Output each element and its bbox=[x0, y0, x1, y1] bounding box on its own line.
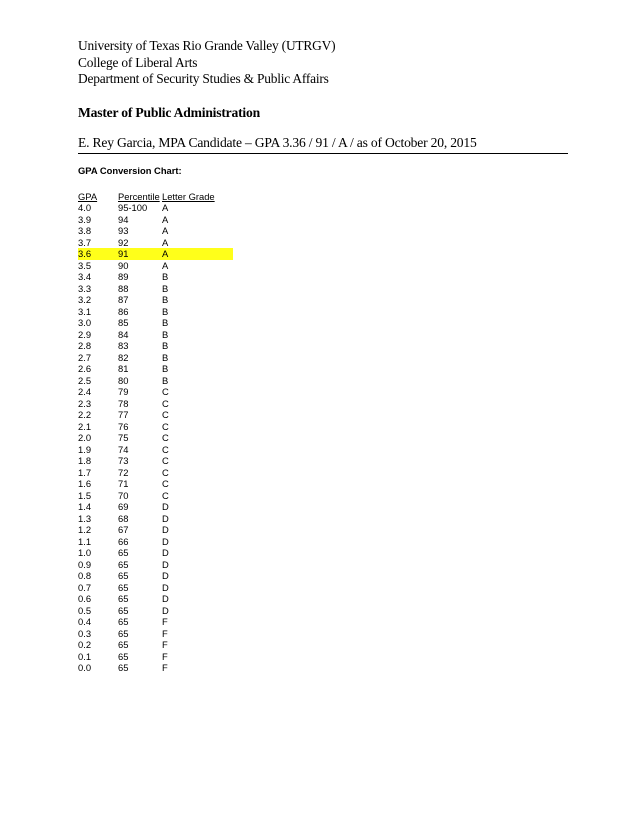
cell-gpa: 0.8 bbox=[78, 570, 92, 581]
table-row bbox=[78, 513, 233, 525]
cell-letter-grade: B bbox=[162, 351, 169, 363]
cell-letter-grade: C bbox=[162, 432, 169, 443]
cell-percentile: 65 bbox=[118, 570, 129, 581]
cell-letter-grade: B bbox=[162, 294, 169, 305]
cell-gpa: 1.9 bbox=[78, 443, 92, 455]
cell-gpa: 2.7 bbox=[78, 351, 92, 363]
cell-letter-grade: D bbox=[162, 501, 169, 512]
cell-letter-grade: D bbox=[162, 535, 169, 547]
cell-letter-grade: F bbox=[162, 639, 168, 650]
cell-percentile: 65 bbox=[118, 662, 129, 673]
cell-gpa: 1.8 bbox=[78, 455, 92, 466]
cell-gpa: 0.5 bbox=[78, 604, 92, 616]
table-row bbox=[78, 237, 233, 249]
table-header-row bbox=[78, 191, 233, 203]
gpa-conversion-table bbox=[78, 191, 233, 674]
table-row bbox=[78, 524, 233, 536]
cell-gpa: 1.6 bbox=[78, 478, 92, 489]
cell-percentile: 65 bbox=[118, 627, 129, 639]
cell-percentile: 78 bbox=[118, 397, 129, 409]
cell-gpa: 1.1 bbox=[78, 535, 92, 547]
cell-percentile: 71 bbox=[118, 478, 129, 489]
table-row bbox=[78, 536, 233, 548]
cell-percentile: 85 bbox=[118, 317, 129, 328]
cell-percentile: 65 bbox=[118, 547, 129, 558]
cell-letter-grade: B bbox=[162, 317, 169, 328]
cell-letter-grade: C bbox=[162, 466, 169, 478]
table-body bbox=[78, 202, 233, 674]
cell-gpa: 2.2 bbox=[78, 409, 92, 420]
table-row bbox=[78, 559, 233, 571]
table-row bbox=[78, 651, 233, 663]
table-row bbox=[78, 570, 233, 582]
table-row bbox=[78, 271, 233, 283]
cell-gpa: 0.4 bbox=[78, 616, 92, 627]
table-row bbox=[78, 248, 233, 260]
cell-letter-grade: D bbox=[162, 524, 169, 535]
document-page bbox=[78, 38, 568, 674]
cell-percentile: 93 bbox=[118, 225, 129, 236]
cell-letter-grade: A bbox=[162, 202, 169, 213]
cell-letter-grade: B bbox=[162, 340, 169, 351]
cell-letter-grade: D bbox=[162, 570, 169, 581]
column-header-percentile: Percentile bbox=[118, 190, 160, 202]
table-row bbox=[78, 306, 233, 318]
table-row bbox=[78, 616, 233, 628]
cell-gpa: 1.7 bbox=[78, 466, 92, 478]
cell-gpa: 3.6 bbox=[78, 248, 118, 260]
table-row bbox=[78, 317, 233, 329]
cell-gpa: 0.1 bbox=[78, 650, 92, 662]
cell-gpa: 1.0 bbox=[78, 547, 92, 558]
cell-gpa: 1.2 bbox=[78, 524, 92, 535]
cell-percentile: 75 bbox=[118, 432, 129, 443]
cell-percentile: 65 bbox=[118, 616, 129, 627]
cell-gpa: 3.0 bbox=[78, 317, 92, 328]
cell-letter-grade: A bbox=[162, 259, 169, 271]
cell-letter-grade: C bbox=[162, 409, 169, 420]
cell-gpa: 2.9 bbox=[78, 328, 92, 340]
cell-letter-grade: C bbox=[162, 386, 169, 397]
cell-gpa: 0.9 bbox=[78, 558, 92, 570]
table-row bbox=[78, 398, 233, 410]
cell-percentile: 65 bbox=[118, 581, 129, 593]
cell-percentile: 65 bbox=[118, 604, 129, 616]
table-row bbox=[78, 352, 233, 364]
cell-letter-grade: B bbox=[162, 305, 169, 317]
cell-percentile: 89 bbox=[118, 271, 129, 282]
table-row bbox=[78, 501, 233, 513]
cell-gpa: 2.0 bbox=[78, 432, 92, 443]
cell-percentile: 82 bbox=[118, 351, 129, 363]
cell-percentile: 87 bbox=[118, 294, 129, 305]
table-row bbox=[78, 409, 233, 421]
cell-gpa: 3.4 bbox=[78, 271, 92, 282]
table-row bbox=[78, 593, 233, 605]
cell-percentile: 88 bbox=[118, 282, 129, 294]
cell-letter-grade: F bbox=[162, 616, 168, 627]
cell-letter-grade: B bbox=[162, 271, 169, 282]
cell-percentile: 95-100 bbox=[118, 202, 148, 213]
cell-letter-grade: B bbox=[162, 363, 169, 374]
cell-letter-grade: D bbox=[162, 558, 169, 570]
cell-gpa: 3.9 bbox=[78, 213, 92, 225]
cell-letter-grade: D bbox=[162, 604, 169, 616]
table-row bbox=[78, 628, 233, 640]
table-row bbox=[78, 202, 233, 214]
cell-percentile: 65 bbox=[118, 639, 129, 650]
cell-letter-grade: F bbox=[162, 627, 168, 639]
table-row bbox=[78, 363, 233, 375]
cell-gpa: 0.0 bbox=[78, 662, 92, 673]
chart-title: GPA Conversion Chart: bbox=[78, 164, 182, 176]
cell-gpa: 3.7 bbox=[78, 236, 92, 248]
cell-gpa: 0.2 bbox=[78, 639, 92, 650]
table-row bbox=[78, 490, 233, 502]
cell-gpa: 2.1 bbox=[78, 420, 92, 432]
cell-letter-grade: B bbox=[162, 374, 169, 386]
table-row bbox=[78, 547, 233, 559]
table-row bbox=[78, 639, 233, 651]
cell-letter-grade: C bbox=[162, 489, 169, 501]
table-row bbox=[78, 375, 233, 387]
cell-letter-grade: D bbox=[162, 512, 169, 524]
cell-letter-grade: D bbox=[162, 547, 169, 558]
table-row bbox=[78, 605, 233, 617]
column-header-letter-grade: Letter Grade bbox=[162, 190, 215, 202]
college-name: College of Liberal Arts bbox=[78, 54, 198, 70]
table-row bbox=[78, 260, 233, 272]
cell-gpa: 1.5 bbox=[78, 489, 92, 501]
cell-gpa: 2.4 bbox=[78, 386, 92, 397]
cell-gpa: 0.7 bbox=[78, 581, 92, 593]
cell-letter-grade: C bbox=[162, 443, 169, 455]
cell-percentile: 76 bbox=[118, 420, 129, 432]
cell-percentile: 77 bbox=[118, 409, 129, 420]
table-row bbox=[78, 283, 233, 295]
cell-percentile: 81 bbox=[118, 363, 129, 374]
cell-percentile: 65 bbox=[118, 593, 129, 604]
cell-percentile: 65 bbox=[118, 650, 129, 662]
cell-gpa: 4.0 bbox=[78, 202, 92, 213]
table-row bbox=[78, 455, 233, 467]
table-row bbox=[78, 478, 233, 490]
cell-percentile: 70 bbox=[118, 489, 129, 501]
cell-percentile: 73 bbox=[118, 455, 129, 466]
cell-gpa: 0.3 bbox=[78, 627, 92, 639]
cell-percentile: 83 bbox=[118, 340, 129, 351]
cell-percentile: 69 bbox=[118, 501, 129, 512]
cell-letter-grade: C bbox=[162, 397, 169, 409]
cell-letter-grade: A bbox=[162, 213, 169, 225]
cell-letter-grade: C bbox=[162, 478, 169, 489]
cell-letter-grade: A bbox=[162, 248, 233, 260]
cell-gpa: 2.5 bbox=[78, 374, 92, 386]
cell-percentile: 67 bbox=[118, 524, 129, 535]
cell-letter-grade: B bbox=[162, 282, 169, 294]
cell-percentile: 94 bbox=[118, 213, 129, 225]
table-row bbox=[78, 432, 233, 444]
program-title: Master of Public Administration bbox=[78, 104, 260, 120]
cell-percentile: 72 bbox=[118, 466, 129, 478]
cell-percentile: 65 bbox=[118, 558, 129, 570]
table-row bbox=[78, 340, 233, 352]
cell-gpa: 3.1 bbox=[78, 305, 92, 317]
column-header-gpa: GPA bbox=[78, 190, 98, 202]
table-row bbox=[78, 421, 233, 433]
cell-gpa: 2.3 bbox=[78, 397, 92, 409]
cell-gpa: 0.6 bbox=[78, 593, 92, 604]
table-row bbox=[78, 386, 233, 398]
cell-letter-grade: F bbox=[162, 662, 168, 673]
table-row bbox=[78, 225, 233, 237]
cell-gpa: 3.8 bbox=[78, 225, 92, 236]
cell-percentile: 86 bbox=[118, 305, 129, 317]
cell-gpa: 3.3 bbox=[78, 282, 92, 294]
university-name: University of Texas Rio Grande Valley (UTRGV) bbox=[78, 38, 336, 53]
cell-percentile: 91 bbox=[118, 248, 162, 260]
cell-gpa: 1.3 bbox=[78, 512, 92, 524]
department-name: Department of Security Studies & Public Affairs bbox=[78, 71, 329, 86]
cell-percentile: 84 bbox=[118, 328, 129, 340]
table-row bbox=[78, 582, 233, 594]
cell-letter-grade: A bbox=[162, 225, 169, 236]
cell-percentile: 66 bbox=[118, 535, 129, 547]
cell-letter-grade: D bbox=[162, 593, 169, 604]
cell-letter-grade: B bbox=[162, 328, 169, 340]
cell-gpa: 3.2 bbox=[78, 294, 92, 305]
cell-percentile: 90 bbox=[118, 259, 129, 271]
cell-letter-grade: F bbox=[162, 650, 168, 662]
cell-letter-grade: D bbox=[162, 581, 169, 593]
table-row bbox=[78, 329, 233, 341]
cell-gpa: 2.6 bbox=[78, 363, 92, 374]
table-row bbox=[78, 444, 233, 456]
cell-percentile: 92 bbox=[118, 236, 129, 248]
cell-percentile: 68 bbox=[118, 512, 129, 524]
cell-gpa: 3.5 bbox=[78, 259, 92, 271]
cell-letter-grade: C bbox=[162, 420, 169, 432]
table-row bbox=[78, 214, 233, 226]
table-row bbox=[78, 294, 233, 306]
cell-letter-grade: A bbox=[162, 236, 169, 248]
candidate-line: E. Rey Garcia, MPA Candidate – GPA 3.36 / 91 / A / as of October 20, 2015 bbox=[78, 134, 568, 154]
cell-percentile: 74 bbox=[118, 443, 129, 455]
cell-gpa: 1.4 bbox=[78, 501, 92, 512]
cell-letter-grade: C bbox=[162, 455, 169, 466]
cell-percentile: 80 bbox=[118, 374, 129, 386]
cell-percentile: 79 bbox=[118, 386, 129, 397]
cell-gpa: 2.8 bbox=[78, 340, 92, 351]
table-row bbox=[78, 662, 233, 674]
table-row bbox=[78, 467, 233, 479]
